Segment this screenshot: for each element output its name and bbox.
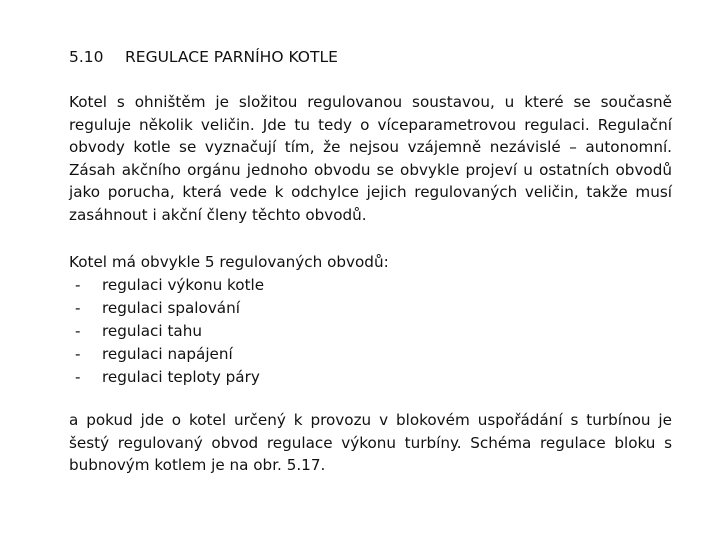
list-dash: - (75, 345, 81, 363)
section-number: 5.10 (69, 48, 104, 66)
list-item (69, 366, 672, 389)
list-item (69, 297, 672, 320)
list-item (69, 274, 672, 297)
list-intro: Kotel má obvykle 5 regulovaných obvodů: (69, 253, 389, 271)
section-heading (69, 44, 672, 70)
document-page (69, 44, 672, 477)
closing-paragraph: a pokud jde o kotel určený k provozu v blokovém uspořádání s turbínou je šestý regulovaný obvod regulace výkonu turbíny. Schéma regulace bloku s bubnovým kotlem je na obr. 5.17. (69, 411, 672, 474)
section-title: REGULACE PARNÍHO KOTLE (125, 48, 338, 66)
list-item-text: regulaci teploty páry (102, 368, 260, 386)
list-dash: - (75, 276, 81, 294)
intro-paragraph: Kotel s ohništěm je složitou regulovanou soustavou, u které se současně reguluje několik veličin. Jde tu tedy o víceparametrovou regulaci. Regulační obvody kotle se vyznačují tím, že nejsou vzájemně nezávislé – autonomní. Zásah akčního orgánu jednoho obvodu se obvykle projeví u ostatních obvodů jako porucha, která vede k odchylce jejich regulovaných veličin, takže musí zasáhnout i akční členy těchto obvodů. (69, 93, 672, 224)
list-item (69, 343, 672, 366)
list-dash: - (75, 368, 81, 386)
regulation-circuits-list (69, 274, 672, 389)
list-dash: - (75, 322, 81, 340)
list-dash: - (75, 299, 81, 317)
list-item-text: regulaci spalování (102, 299, 240, 317)
list-item-text: regulaci výkonu kotle (102, 276, 265, 294)
list-item-text: regulaci napájení (102, 345, 233, 363)
list-item-text: regulaci tahu (102, 322, 202, 340)
list-item (69, 320, 672, 343)
